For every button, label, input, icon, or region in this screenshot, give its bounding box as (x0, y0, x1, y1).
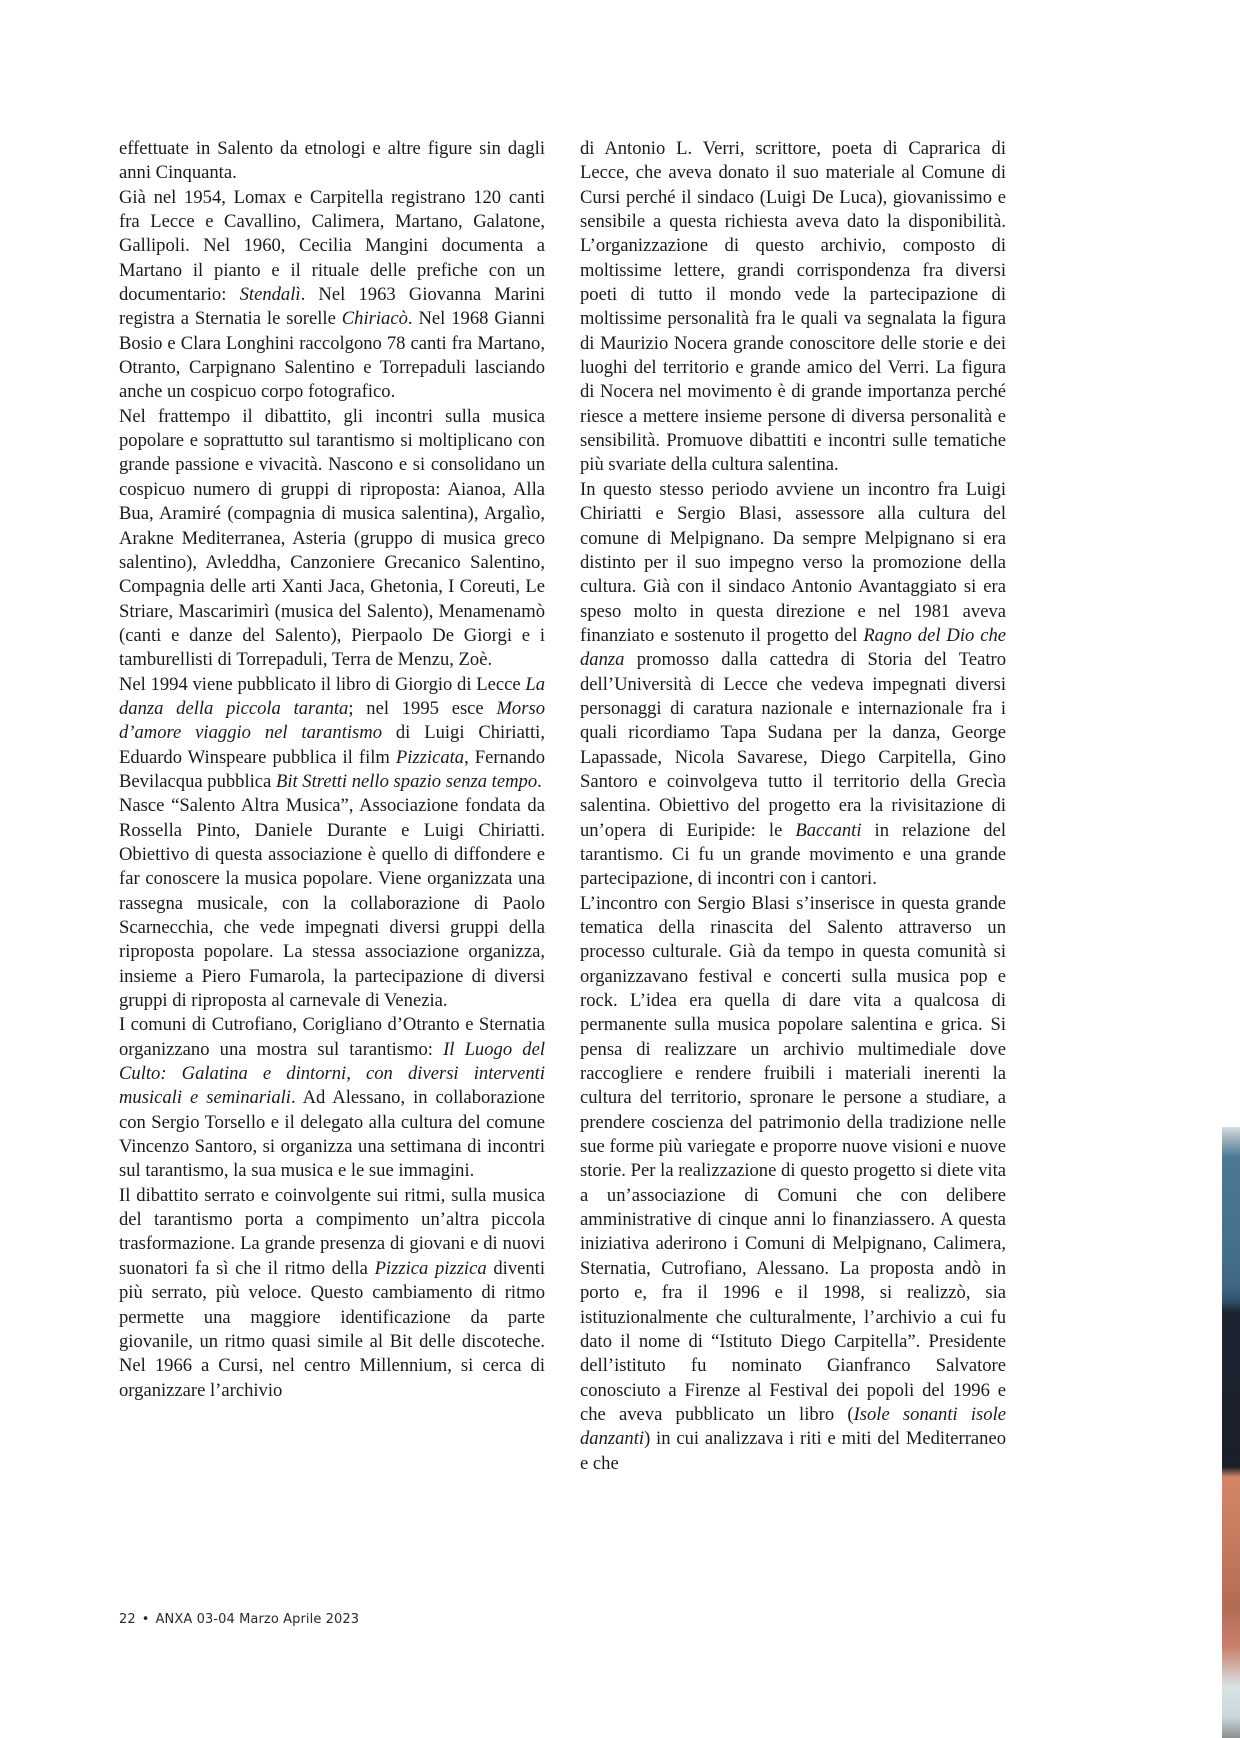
text-segment: di Antonio L. Verri, scrittore, poeta di Caprarica di Lecce, che aveva donato il suo materiale al Comune di Cursi perché il sindaco (Luigi De Luca), giovanissimo e sensibile a questa richiesta aveva dato la disponibilità. L’organizzazione di questo archivio, composto di moltissime lettere, grandi corrispondenza fra diversi poeti di tutto il mondo vede la partecipazione di moltissime personalità fra le quali va segnalata la figura di Maurizio Nocera grande conoscitore delle storie e dei luoghi del territorio e grande amico del Verri. La figura di Nocera nel movimento è di grande importanza perché riesce a mettere insieme persone di diversa personalità e sensibilità. Promuove dibattiti e incontri sulle tematiche più svariate della cultura salentina. (580, 138, 1006, 476)
italic-title: Bit Stretti nello spazio senza tempo (275, 770, 538, 792)
text-segment: L’incontro con Sergio Blasi s’inserisce in questa grande tematica della rinascita del Salento attraverso un processo culturale. Già da tempo in questa comunità si organizzavano festival e concerti sulla musica pop e rock. L’idea era quella di dare vita a qualcosa di permanente sulla musica popolare salentina e grica. Si pensa di realizzare un archivio multimediale dove raccogliere e rendere fruibili i materiali inerenti la cultura del territorio, spronare le persone a studiare, a prendere coscienza del patrimonio della tradizione nelle sue forme più variegate e proporre nuove visioni e nuove storie. Per la realizzazione di questo progetto si diete vita a un’associazione di Comuni che con delibere amministrative di cinque anni lo finanziassero. A questa iniziativa aderirono i Comuni di Melpignano, Calimera, Sternatia, Cutrofiano, Alessano. La proposta andò in porto e, fra il 1996 e il 1998, si realizzò, sia istituzionalmente che culturalmente, l’archivio a cui fu dato il nome di “Istituto Diego Carpitella”. Presidente dell’istituto fu nominato Gianfranco Salvatore conosciuto a Firenze al Festival dei popoli del 1996 e che aveva pubblicato un libro ( (580, 892, 1006, 1425)
article-left-column (119, 137, 545, 1403)
italic-title: Morso d’amore viaggio nel tarantismo (119, 697, 545, 744)
text-segment: Nasce “Salento Altra Musica”, Associazione fondata da Rossella Pinto, Daniele Durante e Luigi Chiriatti. Obiettivo di questa associazione è quello di diffondere e far conoscere la musica popolare. Viene organizzata una rassegna musicale, con la collaborazione di Paolo Scarnecchia, che vede impegnati diversi gruppi della riproposta popolare. La stessa associazione organizza, insieme a Piero Fumarola, la partecipazione di diversi gruppi di riproposta al carnevale di Venezia. (119, 795, 545, 1012)
paragraph (119, 673, 545, 795)
text-segment: . Ad Alessano, in collaborazione con Sergio Torsello e il delegato alla cultura del comune Vincenzo Santoro, si organizza una settimana di incontri sul tarantismo, la sua musica e le sue immagini. (119, 1087, 545, 1182)
bullet-separator-icon: • (141, 1612, 150, 1627)
text-segment: I comuni di Cutrofiano, Corigliano d’Otranto e Sternatia organizzano una mostra sul tarantismo: (119, 1014, 545, 1060)
text-segment: ; nel 1995 esce (348, 697, 497, 719)
text-segment: , Fernando Bevilacqua pubblica (119, 746, 545, 792)
text-segment: . (537, 770, 542, 792)
italic-title: Baccanti (795, 819, 862, 841)
text-segment: in relazione del tarantismo. Ci fu un grande movimento e una grande partecipazione, di incontri con i cantori. (580, 819, 1006, 890)
article-right-column (580, 137, 1006, 1476)
italic-title: Ragno del Dio che danza (580, 624, 1006, 671)
text-segment: . Nel 1968 Gianni Bosio e Clara Longhini raccolgono 78 canti fra Martano, Otranto, Carpignano Salentino e Torrepaduli lasciando anche un cospicuo corpo fotografico. (119, 308, 545, 403)
paragraph (119, 405, 545, 673)
text-segment: di Luigi Chiriatti, Eduardo Winspeare pubblica il film (119, 722, 545, 768)
paragraph (119, 1013, 545, 1183)
text-segment: diventi più serrato, più veloce. Questo cambiamento di ritmo permette una maggiore identificazione da parte giovanile, un ritmo quasi simile al Bit delle discoteche. Nel 1966 a Cursi, nel centro Millennium, si cerca di organizzare l’archivio (119, 1257, 546, 1401)
paragraph (119, 794, 545, 1013)
italic-title: Il Luogo del Culto: Galatina e dintorni, con diversi interventi musicali e seminariali (119, 1038, 545, 1109)
italic-title: Chiriacò (341, 308, 408, 330)
paragraph (119, 137, 545, 186)
italic-title: Isole sonanti isole danzanti (580, 1403, 1006, 1450)
italic-title: Stendalì (239, 284, 301, 306)
text-segment: . Nel 1963 Giovanna Marini registra a Sternatia le sorelle (119, 284, 545, 330)
paragraph (119, 1184, 545, 1403)
paragraph (119, 186, 545, 405)
text-segment: In questo stesso periodo avviene un incontro fra Luigi Chiriatti e Sergio Blasi, assessore alla cultura del comune di Melpignano. Da sempre Melpignano si era distinto per il suo impegno verso la promozione della cultura. Già con il sindaco Antonio Avantaggiato si era speso molto in questa direzione e nel 1981 aveva finanziato e sostenuto il progetto del (580, 478, 1006, 646)
page-number: 22 (119, 1612, 136, 1627)
paragraph (580, 892, 1006, 1476)
text-segment: promosso dalla cattedra di Storia del Teatro dell’Università di Lecce che vedeva impegnati diversi personaggi di caratura nazionale e internazionale fra i quali ricordiamo Tapa Sudana per la danza, George Lapassade, Nicola Savarese, Diego Carpitella, Gino Santoro e coinvolgeva tutto il territorio della Grecìa salentina. Obiettivo del progetto era la rivisitazione di un’opera di Euripide: le (580, 649, 1006, 841)
italic-title: La danza della piccola taranta (119, 673, 545, 719)
publication-info: ANXA 03-04 Marzo Aprile 2023 (155, 1612, 360, 1627)
italic-title: Pizzicata (395, 746, 465, 768)
paragraph (580, 137, 1006, 478)
text-segment: effettuate in Salento da etnologi e altre figure sin dagli anni Cinquanta. (119, 138, 545, 184)
text-segment: Già nel 1954, Lomax e Carpitella registrano 120 canti fra Lecce e Cavallino, Calimera, Martano, Galatone, Gallipoli. Nel 1960, Cecilia Mangini documenta a Martano il pianto e il rituale delle prefiche con un documentario: (119, 186, 545, 306)
text-segment: Nel 1994 viene pubblicato il libro di Giorgio di Lecce (119, 673, 526, 695)
paragraph (580, 478, 1006, 892)
page-footer (119, 1612, 359, 1627)
text-segment: Nel frattempo il dibattito, gli incontri sulla musica popolare e soprattutto sul tarantismo si moltiplicano con grande passione e vivacità. Nascono e si consolidano un cospicuo numero di gruppi di riproposta: Aianoa, Alla Bua, Aramiré (compagnia di musica salentina), Argalìo, Arakne Mediterranea, Asteria (gruppo di musica greco salentino), Avleddha, Canzoniere Grecanico Salentino, Compagnia delle arti Xanti Jaca, Ghetonia, I Coreuti, Le Striare, Mascarimirì (musica del Salento), Menamenamò (canti e danze del Salento), Pierpaolo De Giorgi e i tamburellisti di Torrepaduli, Terra de Menzu, Zoè. (119, 405, 545, 671)
text-segment: Il dibattito serrato e coinvolgente sui ritmi, sulla musica del tarantismo porta a compimento un’altra piccola trasformazione. La grande presenza di giovani e di nuovi suonatori fa sì che il ritmo della (119, 1184, 545, 1279)
italic-title: Pizzica pizzica (374, 1257, 487, 1279)
text-segment: ) in cui analizzava i riti e miti del Mediterraneo e che (580, 1428, 1006, 1474)
photo-edge-icon (1222, 1127, 1240, 1738)
